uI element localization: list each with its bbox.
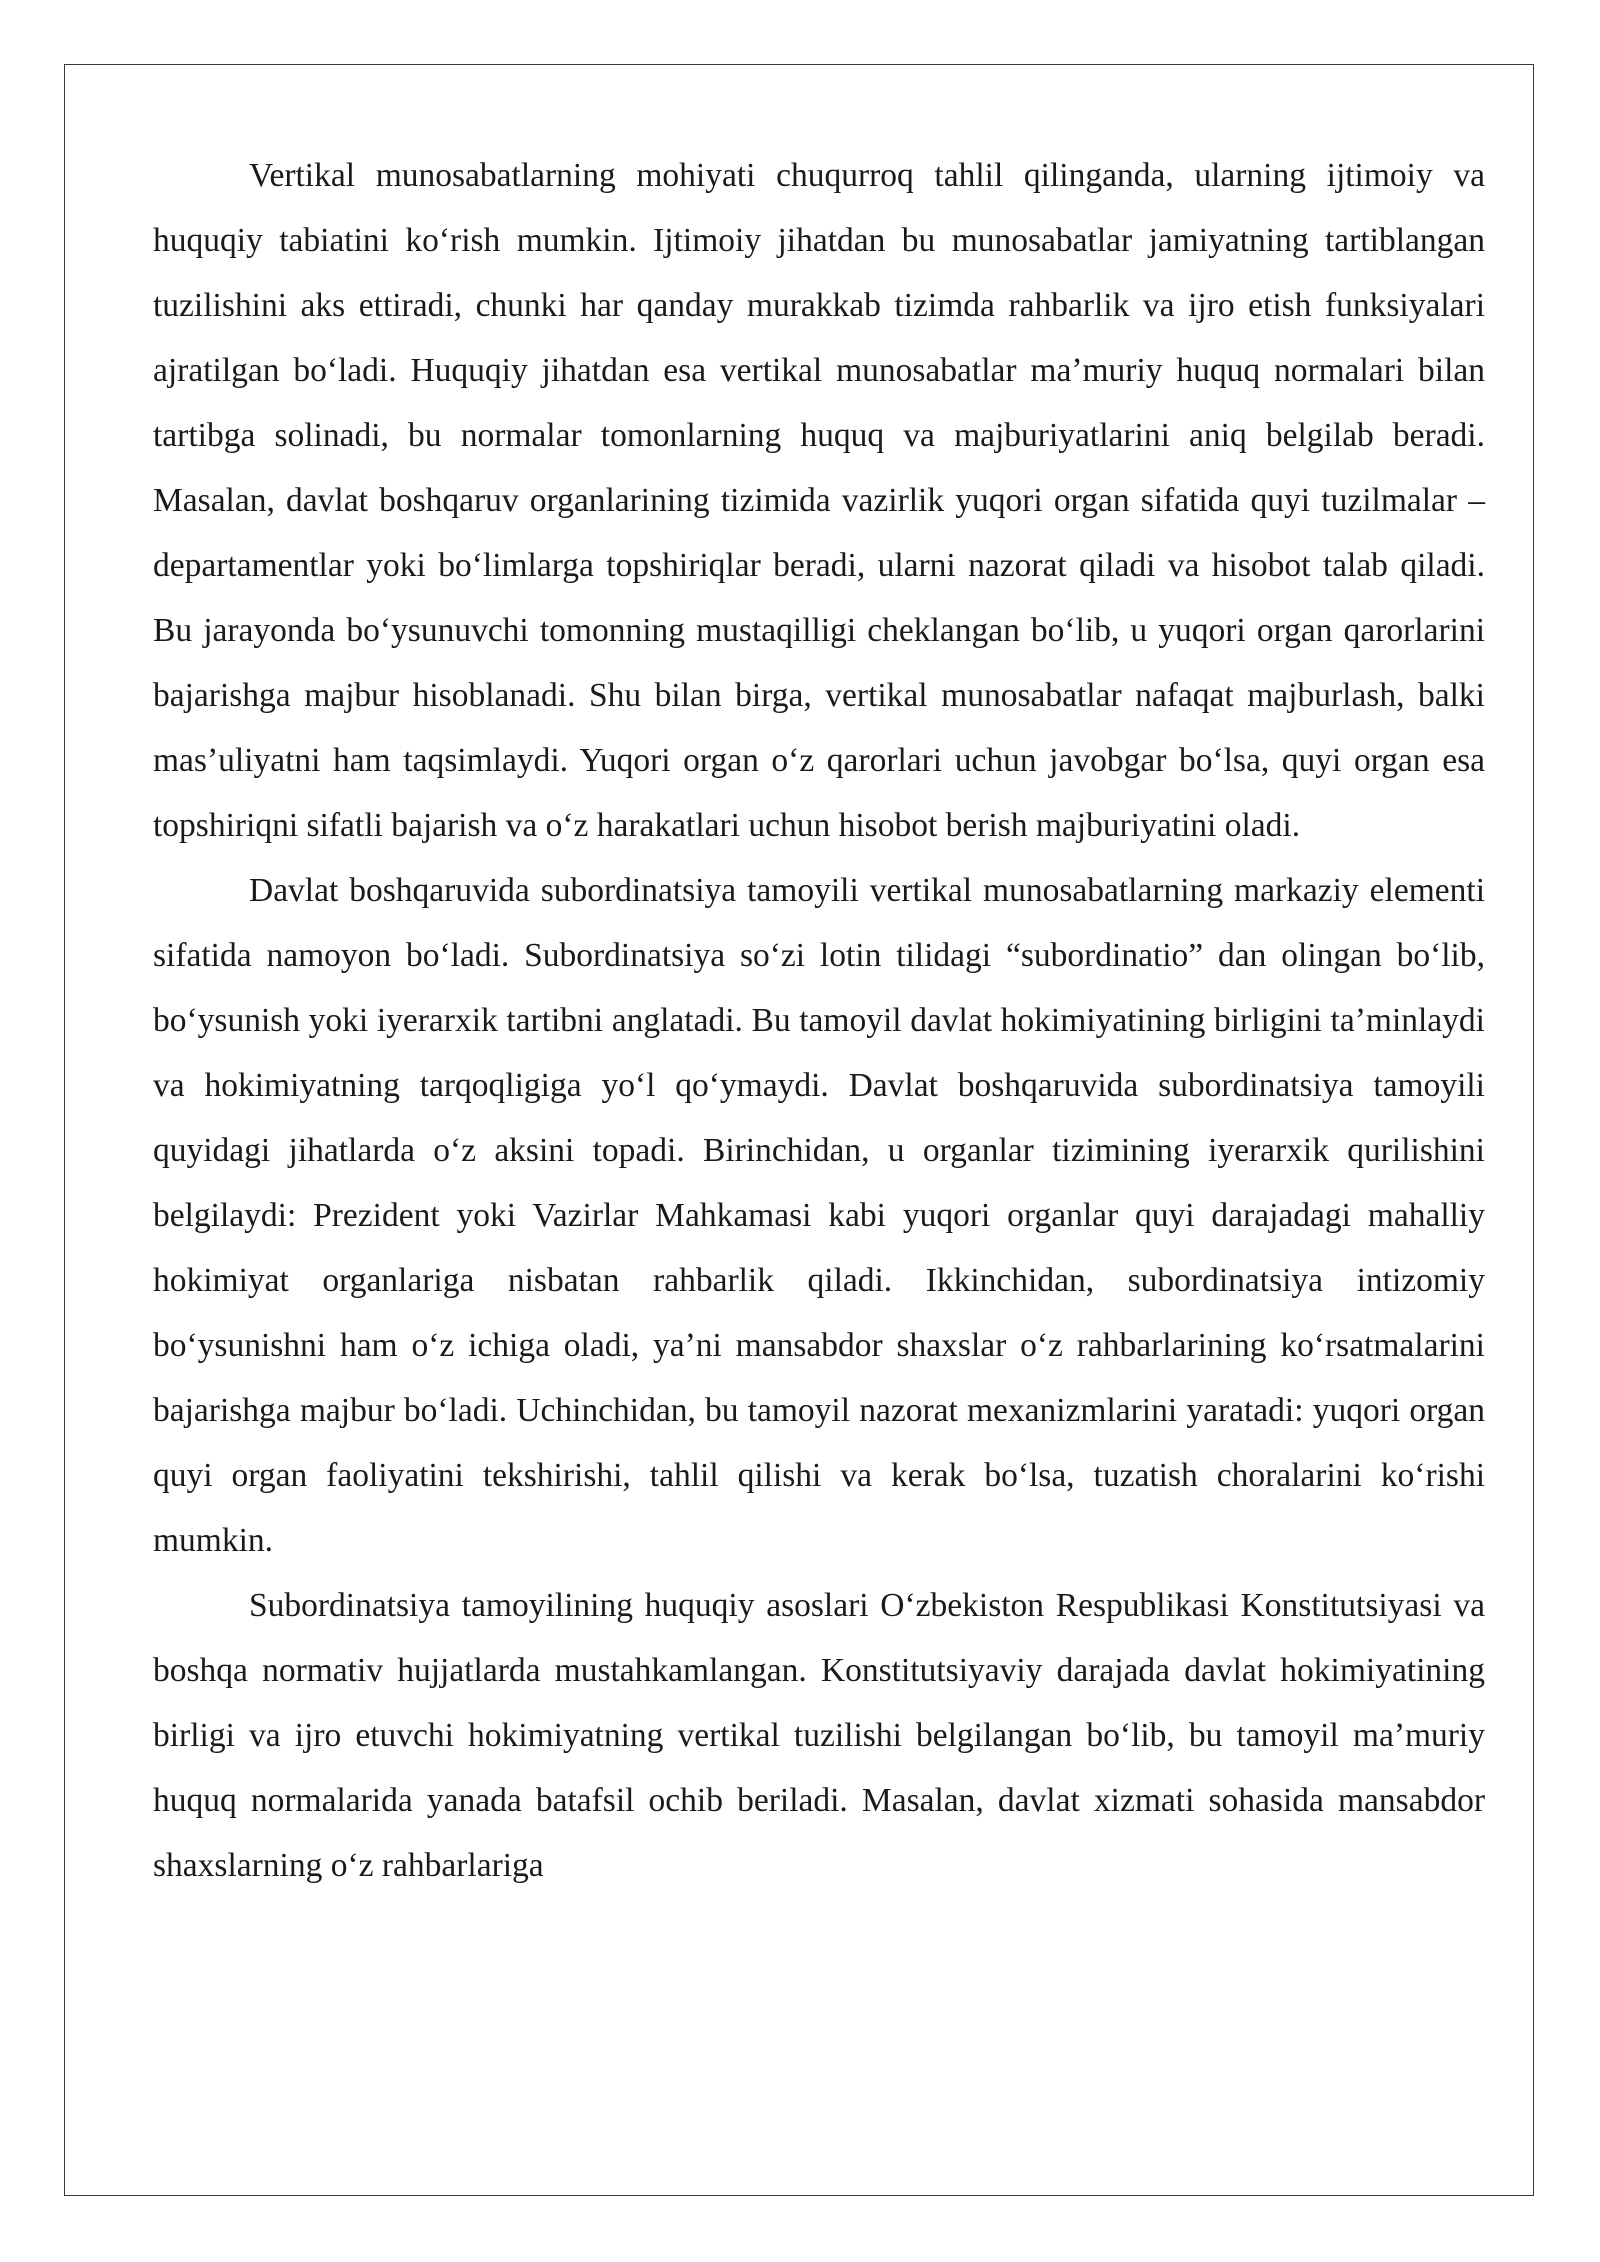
document-body [153, 143, 1485, 1898]
paragraph-1: Vertikal munosabatlarning mohiyati chuqurroq tahlil qilinganda, ularning ijtimoiy va huquqiy tabiatini koʻrish mumkin. Ijtimoiy jihatdan bu munosabatlar jamiyatning tartiblangan tuzilishini aks ettiradi, chunki har qanday murakkab tizimda rahbarlik va ijro etish funksiyalari ajratilgan boʻladi. Huquqiy jihatdan esa vertikal munosabatlar maʼmuriy huquq normalari bilan tartibga solinadi, bu normalar tomonlarning huquq va majburiyatlarini aniq belgilab beradi. Masalan, davlat boshqaruv organlarining tizimida vazirlik yuqori organ sifatida quyi tuzilmalar – departamentlar yoki boʻlimlarga topshiriqlar beradi, ularni nazorat qiladi va hisobot talab qiladi. Bu jarayonda boʻysunuvchi tomonning mustaqilligi cheklangan boʻlib, u yuqori organ qarorlarini bajarishga majbur hisoblanadi. Shu bilan birga, vertikal munosabatlar nafaqat majburlash, balki masʼuliyatni ham taqsimlaydi. Yuqori organ oʻz qarorlari uchun javobgar boʻlsa, quyi organ esa topshiriqni sifatli bajarish va oʻz harakatlari uchun hisobot berish majburiyatini oladi. [153, 157, 1485, 844]
paragraph-3: Subordinatsiya tamoyilining huquqiy asoslari Oʻzbekiston Respublikasi Konstitutsiyasi va boshqa normativ hujjatlarda mustahkamlangan. Konstitutsiyaviy darajada davlat hokimiyatining birligi va ijro etuvchi hokimiyatning vertikal tuzilishi belgilangan boʻlib, bu tamoyil maʼmuriy huquq normalarida yanada batafsil ochib beriladi. Masalan, davlat xizmati sohasida mansabdor shaxslarning oʻz rahbarlariga [153, 1587, 1485, 1884]
paragraph-2: Davlat boshqaruvida subordinatsiya tamoyili vertikal munosabatlarning markaziy elementi sifatida namoyon boʻladi. Subordinatsiya soʻzi lotin tilidagi “subordinatio” dan olingan boʻlib, boʻysunish yoki iyerarxik tartibni anglatadi. Bu tamoyil davlat hokimiyatining birligini taʼminlaydi va hokimiyatning tarqoqligiga yoʻl qoʻymaydi. Davlat boshqaruvida subordinatsiya tamoyili quyidagi jihatlarda oʻz aksini topadi. Birinchidan, u organlar tizimining iyerarxik qurilishini belgilaydi: Prezident yoki Vazirlar Mahkamasi kabi yuqori organlar quyi darajadagi mahalliy hokimiyat organlariga nisbatan rahbarlik qiladi. Ikkinchidan, subordinatsiya intizomiy boʻysunishni ham oʻz ichiga oladi, yaʼni mansabdor shaxslar oʻz rahbarlarining koʻrsatmalarini bajarishga majbur boʻladi. Uchinchidan, bu tamoyil nazorat mexanizmlarini yaratadi: yuqori organ quyi organ faoliyatini tekshirishi, tahlil qilishi va kerak boʻlsa, tuzatish choralarini koʻrishi mumkin. [153, 872, 1485, 1559]
